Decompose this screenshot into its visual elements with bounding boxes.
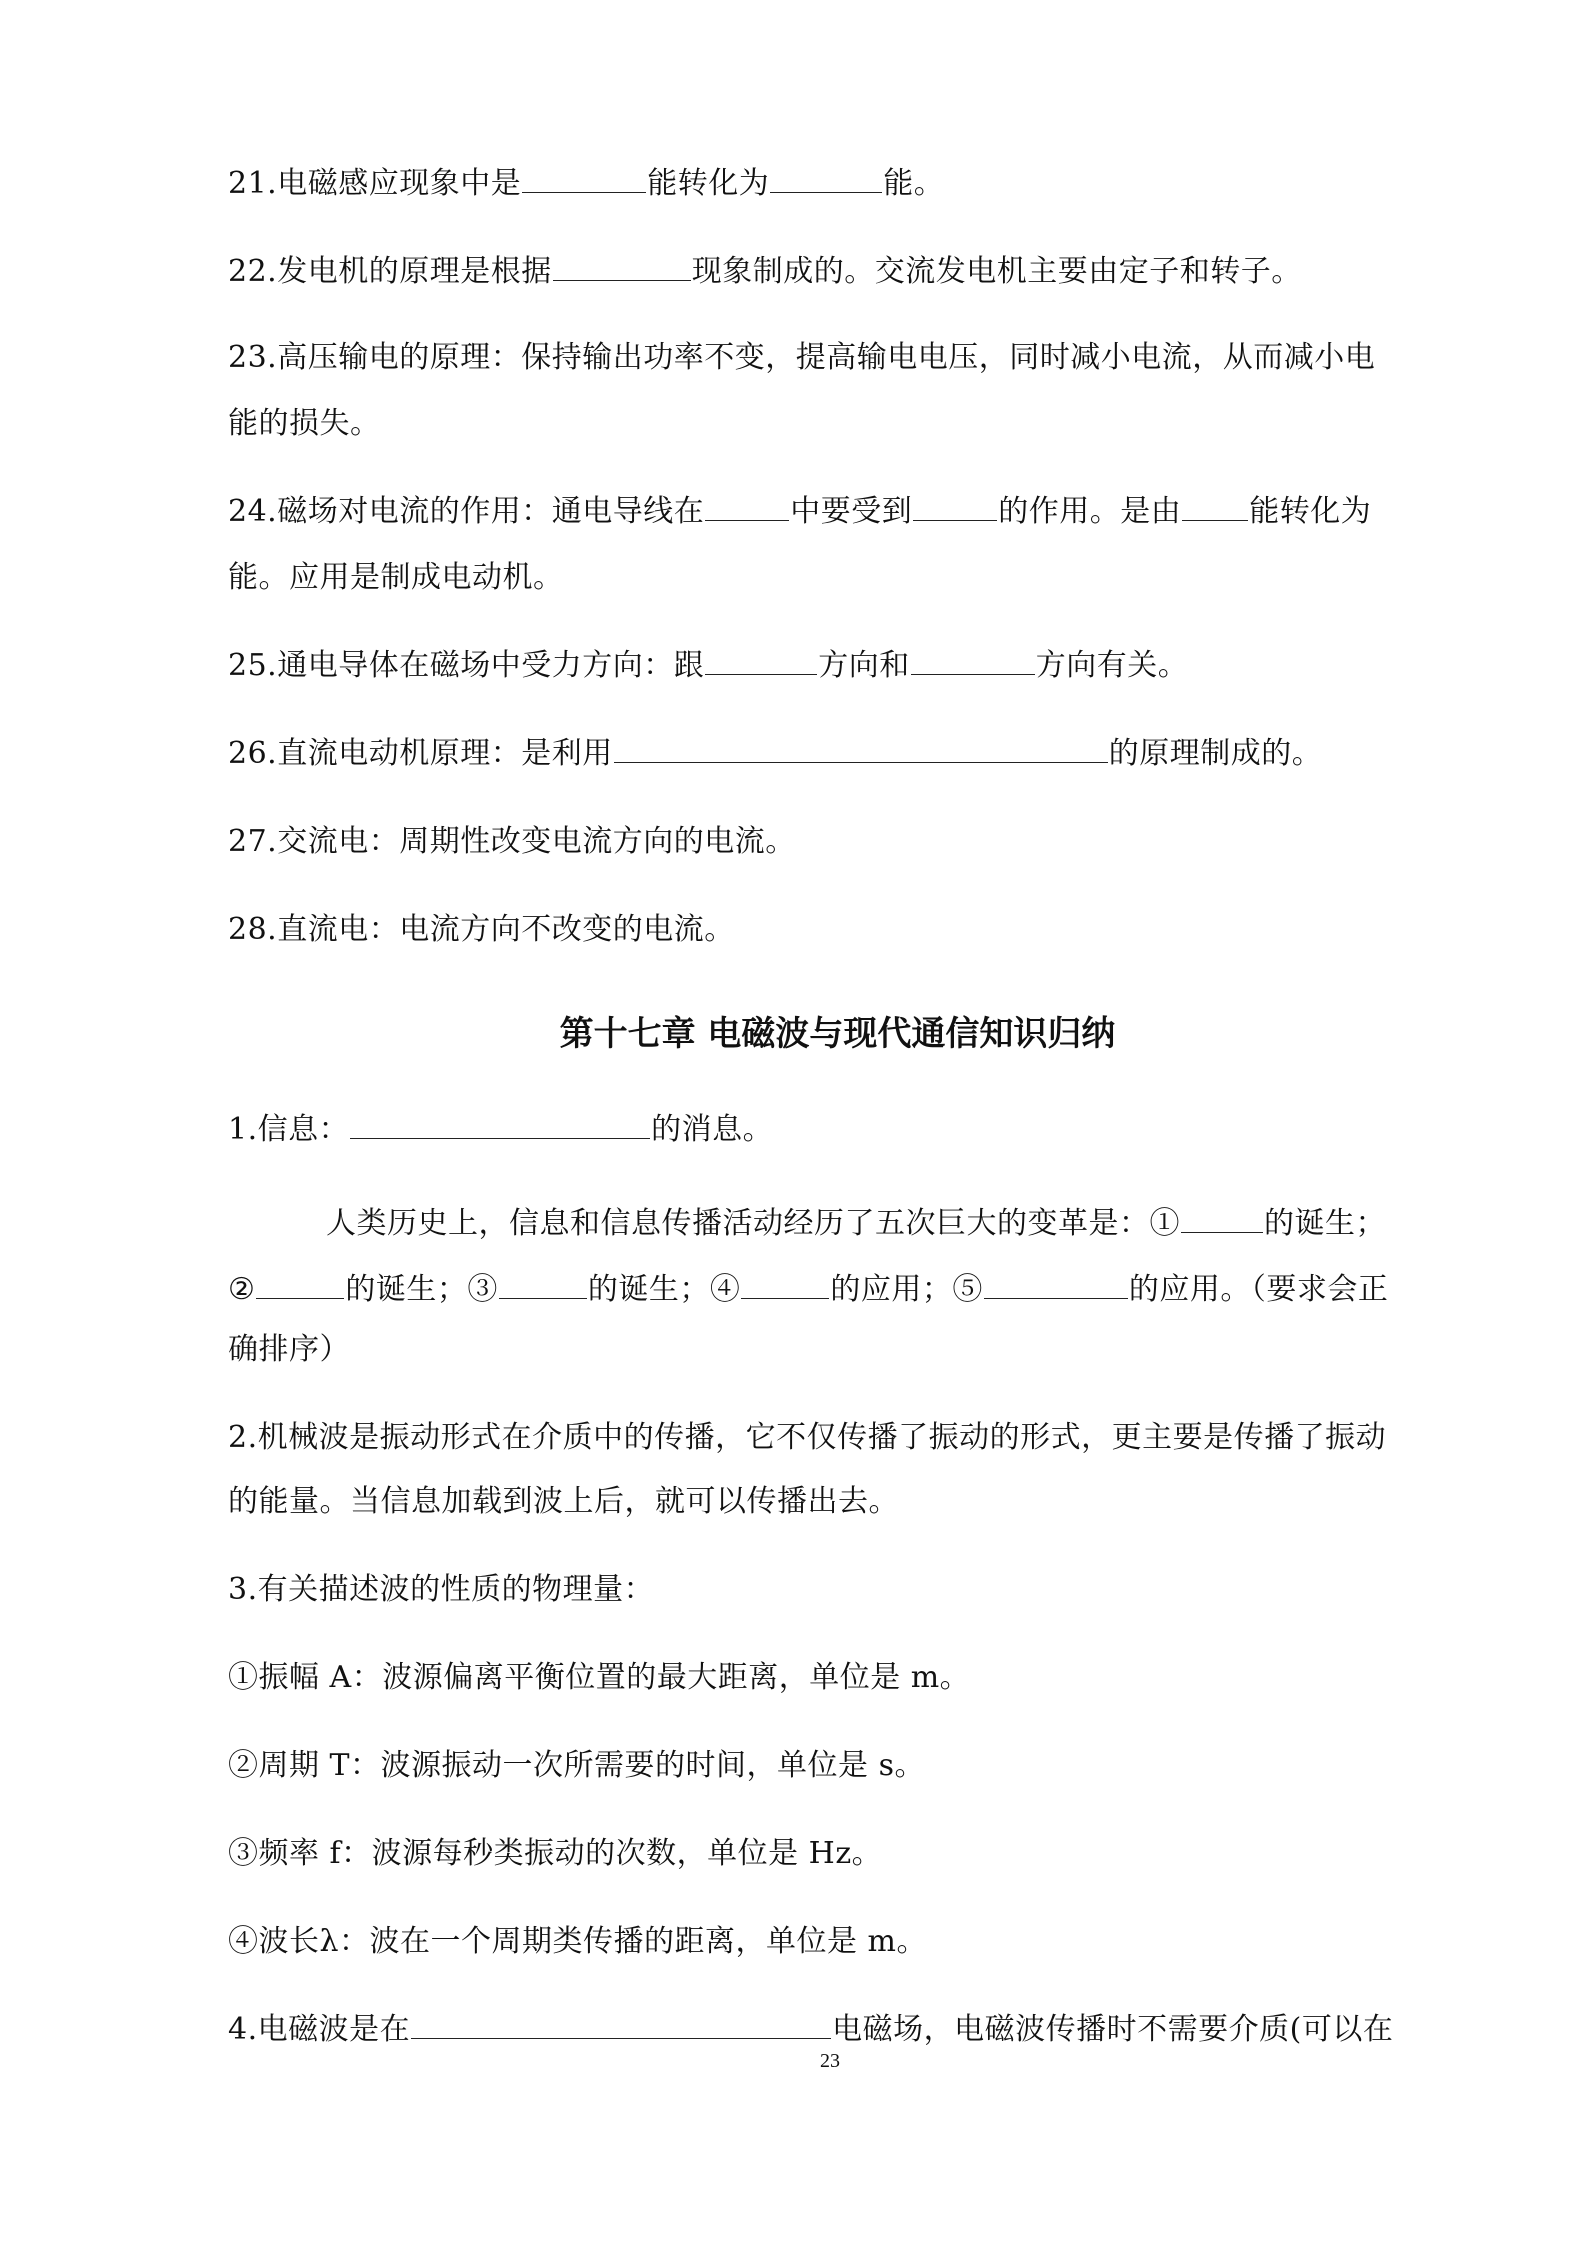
history-text-g: 的应用。（要求会正 xyxy=(1128,1272,1389,1307)
property-amplitude: ①振幅 A：波源偏离平衡位置的最大距离，单位是 m。 xyxy=(228,1660,971,1695)
chapter-item-1-text-a: 1.信息： xyxy=(228,1112,350,1147)
item-28: 28.直流电：电流方向不改变的电流。 xyxy=(228,912,735,947)
chapter-item-4-text-a: 4.电磁波是在 xyxy=(228,2012,411,2047)
fill-blank[interactable] xyxy=(913,494,997,521)
chapter-item-2-line-1: 2.机械波是振动形式在介质中的传播，它不仅传播了振动的形式，更主要是传播了振动 xyxy=(228,1420,1387,1455)
fill-blank[interactable] xyxy=(741,1272,829,1299)
fill-blank[interactable] xyxy=(256,1272,344,1299)
property-wavelength: ④波长λ：波在一个周期类传播的距离，单位是 m。 xyxy=(228,1924,927,1959)
item-21-text-a: 21.电磁感应现象中是 xyxy=(228,166,522,201)
item-22 xyxy=(228,252,1302,292)
fill-blank[interactable] xyxy=(705,494,789,521)
item-24-text-c: 的作用。是由 xyxy=(998,494,1182,529)
item-22-text-b: 现象制成的。交流发电机主要由定子和转子。 xyxy=(691,254,1302,289)
fill-blank[interactable] xyxy=(705,648,817,675)
history-text-a: 人类历史上，信息和信息传播活动经历了五次巨大的变革是：① xyxy=(326,1206,1180,1241)
item-24 xyxy=(228,492,1371,532)
item-24-line-2: 能。应用是制成电动机。 xyxy=(228,560,564,595)
chapter-item-4 xyxy=(228,2010,1393,2050)
item-27: 27.交流电：周期性改变电流方向的电流。 xyxy=(228,824,796,859)
fill-blank[interactable] xyxy=(553,254,691,281)
item-25-text-b: 方向和 xyxy=(818,648,910,683)
fill-blank[interactable] xyxy=(1181,1206,1263,1233)
fill-blank[interactable] xyxy=(350,1112,650,1139)
chapter-item-2-line-2: 的能量。当信息加载到波上后，就可以传播出去。 xyxy=(228,1484,899,1519)
item-21-text-c: 能。 xyxy=(883,166,945,201)
chapter-item-1-text-b: 的消息。 xyxy=(651,1112,774,1147)
item-25 xyxy=(228,646,1188,686)
chapter-item-4-text-b: 电磁场，电磁波传播时不需要介质(可以在 xyxy=(832,2012,1394,2047)
history-line-2 xyxy=(228,1270,1388,1310)
fill-blank[interactable] xyxy=(911,648,1035,675)
fill-blank[interactable] xyxy=(614,736,1108,763)
property-period: ②周期 T：波源振动一次所需要的时间，单位是 s。 xyxy=(228,1748,925,1783)
fill-blank[interactable] xyxy=(411,2012,831,2039)
item-21-text-b: 能转化为 xyxy=(647,166,770,201)
item-21 xyxy=(228,164,944,204)
item-22-text-a: 22.发电机的原理是根据 xyxy=(228,254,552,289)
item-23-line-2: 能的损失。 xyxy=(228,406,381,441)
history-text-c: ② xyxy=(228,1272,256,1307)
fill-blank[interactable] xyxy=(499,1272,587,1299)
fill-blank[interactable] xyxy=(984,1272,1128,1299)
item-26-text-b: 的原理制成的。 xyxy=(1108,736,1323,771)
history-line-1 xyxy=(326,1204,1386,1244)
history-line-3: 确排序） xyxy=(228,1332,350,1367)
item-24-text-a: 24.磁场对电流的作用：通电导线在 xyxy=(228,494,705,529)
chapter-title: 第十七章 电磁波与现代通信知识归纳 xyxy=(559,1014,1116,1054)
item-26-text-a: 26.直流电动机原理：是利用 xyxy=(228,736,613,771)
history-text-e: 的诞生；④ xyxy=(587,1272,741,1307)
property-frequency: ③频率 f：波源每秒类振动的次数，单位是 Hz。 xyxy=(228,1836,883,1871)
item-26 xyxy=(228,734,1322,774)
chapter-item-3: 3.有关描述波的性质的物理量： xyxy=(228,1572,655,1607)
item-25-text-c: 方向有关。 xyxy=(1035,648,1189,683)
page-number: 23 xyxy=(820,2050,840,2072)
history-text-f: 的应用；⑤ xyxy=(830,1272,983,1307)
chapter-item-1 xyxy=(228,1110,773,1150)
item-25-text-a: 25.通电导体在磁场中受力方向：跟 xyxy=(228,648,705,683)
fill-blank[interactable] xyxy=(1182,494,1248,521)
history-text-b: 的诞生； xyxy=(1264,1206,1386,1241)
fill-blank[interactable] xyxy=(770,166,882,193)
history-text-d: 的诞生；③ xyxy=(345,1272,498,1307)
item-23-line-1: 23.高压输电的原理：保持输出功率不变，提高输电电压，同时减小电流，从而减小电 xyxy=(228,340,1376,375)
fill-blank[interactable] xyxy=(522,166,646,193)
item-24-text-b: 中要受到 xyxy=(790,494,913,529)
item-24-text-d: 能转化为 xyxy=(1249,494,1372,529)
